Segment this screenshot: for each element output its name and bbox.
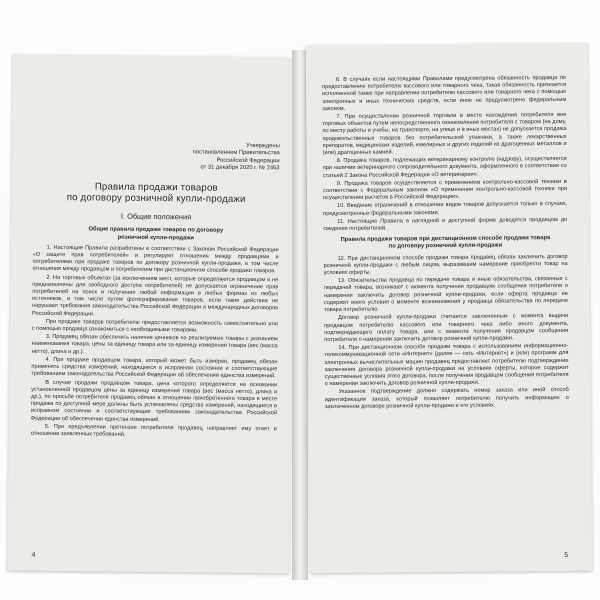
paragraph: 5. При предъявлении претензии потребителя продавец направляет ему ответ в отношении заявленных требований. <box>30 423 277 438</box>
paragraph: 8. Продажа товаров, подлежащих ветеринарному контролю (надзору), осуществляется при наличии ветеринарного сопроводительного документа, оформленного в соответствии со статьей 2 Закона Российской Федерации «О ветеринарии». <box>322 156 567 179</box>
approval-line: постановлением Правительства <box>192 149 280 157</box>
section-title: I. Общие положения <box>120 212 192 222</box>
paragraph: Договор розничной купли-продажи считается заключенным с момента выдачи продавцом потребителю кассового или товарного чека либо иного документа, подтверждающего оплату товара, или с момента получения продавцом сообщения потребителя о намерении заключить договор розничной купли-продажи. <box>324 313 569 343</box>
subsection-title <box>323 235 567 252</box>
paragraph: 6. В случаях если настоящими Правилами предусмотрена обязанность продавца по предоставлению потребителю кассового или товарного чека, такая обязанность признается исполненной также при направлении потребителю кассового или товарного чека с помощью электронных и иных технических средств, если иное не предусмотрено федеральным законом. <box>322 74 567 112</box>
paragraph: 4. При продаже продавцом товара, который может быть измерен, продавец обязан применять средства измерений, находящиеся в исправном состоянии и соответствующие требованиям законодательства Российской Федерации об обеспечении единства измерений. <box>31 356 278 380</box>
paragraph: 7. При осуществлении розничной торговли в месте нахождения потребителя вне торговых объектов путем непосредственного ознакомления потребителя с товаром (на дому, по месту работы и учебы, на транспорте, на улице и в иных местах) не допускается продажа продовольственных товаров без потребительской упаковки, а также лекарственных препаратов, медицинских изделий, ювелирных и других изделий из драгоценных металлов и (или) драгоценных камней. <box>322 111 567 157</box>
paragraph: При продаже товаров потребителю предоставляется возможность самостоятельно или с помощью продавца ознакомиться с необходимыми товарами. <box>31 318 278 334</box>
paragraph: 3. Продавец обязан обеспечить наличие ценников на реализуемые товары с указанием наименования товара, цены за единицу товара или за единицу измерения товара (вес (масса нетто), длина и др.). <box>31 334 278 355</box>
paragraph: 11. Настоящие Правила в наглядной и доступной форме доводятся продавцом до сведения потребителей. <box>323 216 568 233</box>
paragraph: 14. При дистанционном способе продажи товара с использованием информационно-телекоммуникационной сети «Интернет» (далее — сеть «Интернет») и (или) программ для электронных вычислительных машин продавец предоставляет потребителю подтверждение заключения договора розничной купли-продажи на условиях оферты, которое содержит существенные условия этого договора, после получения продавцом сообщения потребителя о намерении заключить договор розничной купли-продажи. <box>324 343 569 388</box>
paragraph: 13. Обязательства продавца по передаче товара и иные обязательства, связанные с передачей товара, возникают с момента получения продавцом сообщения потребителя о намерении заключить договор розничной купли-продажи, если оферта продавца не содержит иного условия о моменте возникновения у продавца обязательства по передаче товара потребителю. <box>323 276 568 314</box>
paragraph: 9. Продажа товаров осуществляется с применением контрольно-кассовой техники в соответствии с Федеральным законом «О применении контрольно-кассовой техники при осуществлении расчетов в Российской Федерации». <box>322 178 567 202</box>
subsection-title-line: Общие правила продажи товаров по договору <box>88 226 224 235</box>
paragraph: 10. Введение ограничений в отношении видов товаров допускается только в случаях, предусмотренных федеральными законами. <box>323 201 568 217</box>
approval-block <box>33 141 279 173</box>
subsection-title <box>33 226 279 243</box>
paragraph: 2. На торговых объектах (за исключением мест, которые определяются продавцом и не предназначены для свободного доступа потребителей) не допускается ограничение прав потребителей на поиск и получение любой информации в любых формах из любых источников, в том числе путем фотографирования товаров, если такие действия не нарушают требования законодательства Российской Федерации и международных договоров Российской Федерации. <box>31 274 279 318</box>
paragraph: Указанное подтверждение должно содержать номер заказа или иной способ идентификации заказа, который позволяет потребителю получить информацию о заключенном договоре розничной купли-продажи и его условиях. <box>324 387 569 410</box>
subsection-title-line: Правила продажи товаров при дистанционном способе продажи товара <box>340 235 551 244</box>
page-number: 5 <box>564 551 569 560</box>
right-page-content <box>322 75 570 547</box>
document-title-line: Правила продажи товаров <box>94 181 218 194</box>
approval-line: Утверждены <box>246 142 280 150</box>
document-title-line: по договору розничной купли-продажи <box>66 192 246 206</box>
right-page <box>306 43 593 573</box>
left-page-content <box>30 69 281 550</box>
subsection-title-line: по договору розничной купли-продажи <box>388 243 503 250</box>
subsection-title-line: розничной купли-продажи <box>117 234 195 242</box>
left-page <box>7 55 294 574</box>
approval-line: Российской Федерации <box>216 157 280 165</box>
approval-line: от 31 декабря 2020 г. № 2463 <box>200 164 280 172</box>
paragraph: 1. Настоящие Правила разработаны в соответствии с Законом Российской Федерации «О защите прав потребителей» и регулируют отношения между продавцами и потребителями при продаже товаров по договору розничной купли-продажи, в том числе отношения между продавцом и потребителем при дистанционном способе продажи товаров. <box>32 244 279 275</box>
document-title <box>33 180 279 205</box>
paragraph: В случае продажи продавцом товара, цена которого определяется на основании установленной продавцом цены за единицу измерения товара (вес (масса нетто), длина и др.), по просьбе потребителя продавец обязан в отношении приобретенного товара в месте продажи по доступной мере должны быть установлены средства измерений, находящиеся в исправном состоянии и соответствующие требованиям законодательства Российской Федерации об обеспечении единства измерений. <box>30 379 278 423</box>
paragraph: 12. При дистанционном способе продажи товара продавец обязан заключить договор розничной купли-продажи с любым лицом, выразившим намерение приобрести товар на условиях оферты. <box>323 253 568 277</box>
page-number: 4 <box>31 551 36 559</box>
